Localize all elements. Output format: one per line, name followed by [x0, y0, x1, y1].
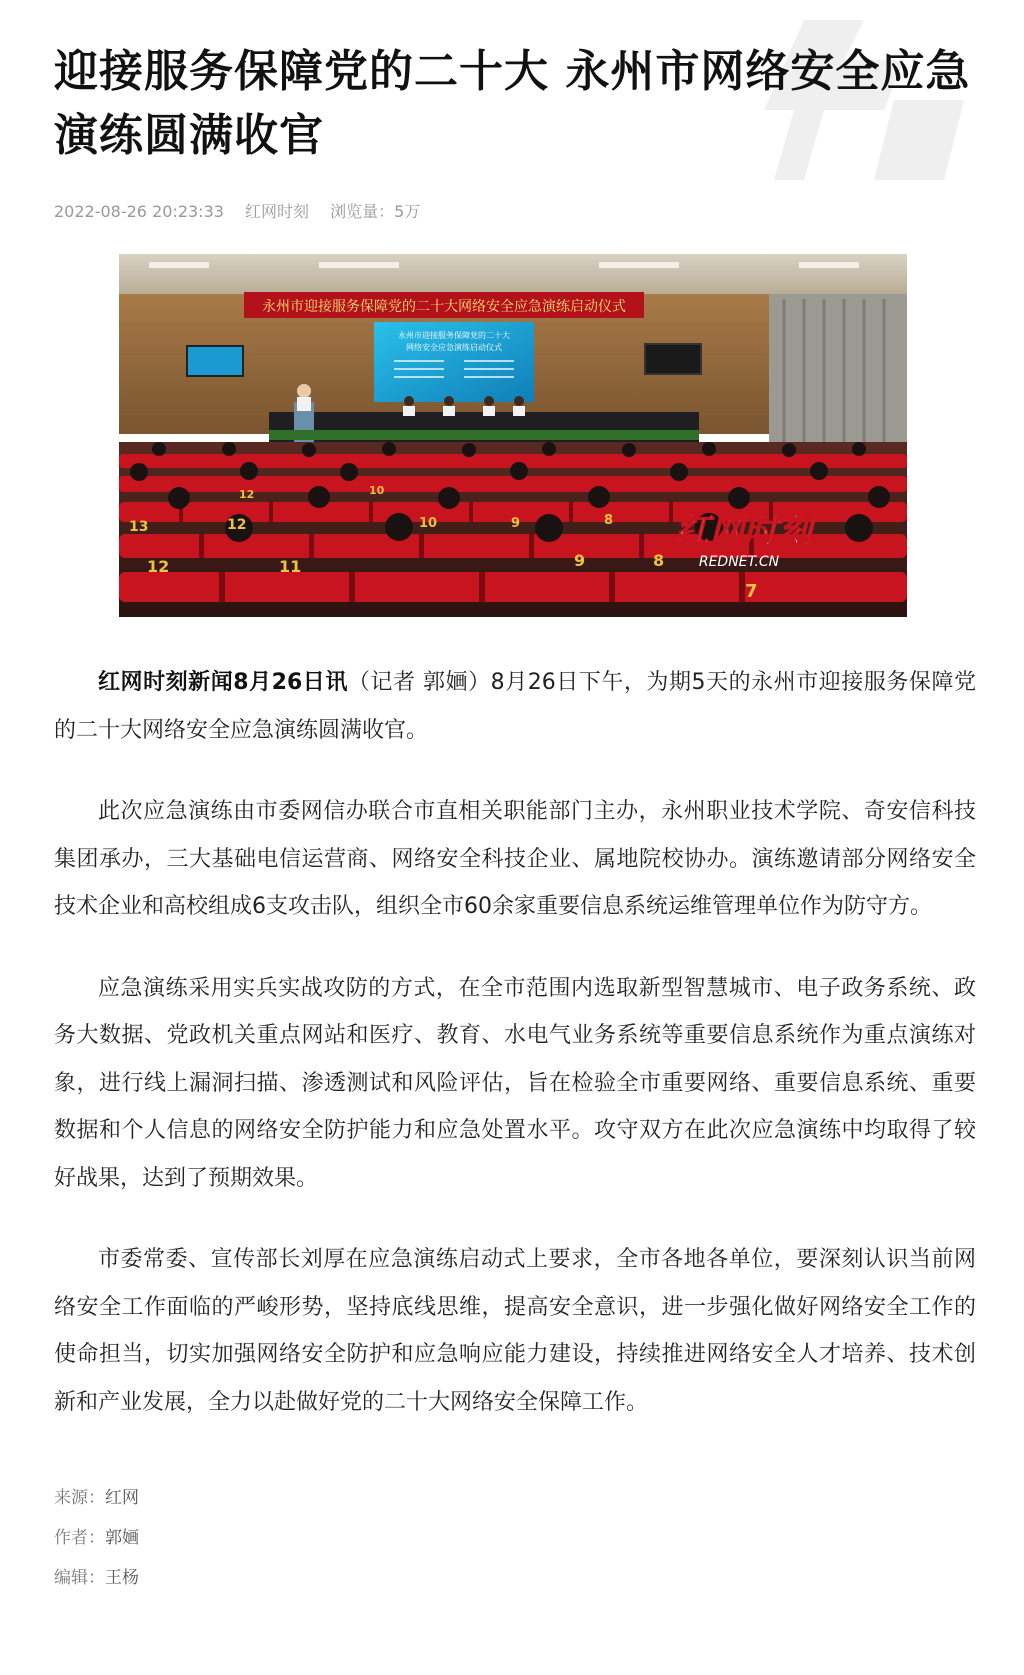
lead-dateline: 红网时刻新闻8月26日讯: [98, 670, 348, 695]
credit-author: [54, 1518, 976, 1558]
lead-paragraph: [54, 659, 976, 754]
seat-number: 12: [147, 557, 170, 576]
seat-number: 8: [604, 513, 614, 528]
article-meta: [54, 200, 976, 224]
credit-editor-label: 编辑：: [54, 1568, 105, 1588]
seat-number: 12: [227, 517, 247, 533]
lead-text: （记者 郭婳）8月26日下午，为期5天的永州市迎接服务保障党的二十大网络安全应急演练圆满收官。: [54, 670, 976, 743]
conference-photo-illustration: [119, 254, 907, 617]
view-count-label: 浏览量：: [330, 202, 395, 221]
seat-number: 10: [369, 484, 385, 497]
article-credits: [54, 1478, 976, 1598]
article-body: [54, 659, 976, 1426]
seat-number: 13: [129, 519, 149, 535]
credit-editor-value: 王杨: [105, 1568, 139, 1588]
publish-datetime: 2022-08-26 20:23:33: [54, 202, 224, 221]
seat-number: 11: [279, 557, 302, 576]
view-count: [330, 202, 420, 221]
body-paragraph: 应急演练采用实兵实战攻防的方式，在全市范围内选取新型智慧城市、电子政务系统、政务大数据、党政机关重点网站和医疗、教育、水电气业务系统等重要信息系统作为重点演练对象，进行线上漏洞扫描、渗透测试和风险评估，旨在检验全市重要网络、重要信息系统、重要数据和个人信息的网络安全防护能力和应急处置水平。攻守双方在此次应急演练中均取得了较好战果，达到了预期效果。: [54, 975, 976, 1191]
article: [54, 0, 976, 1598]
article-source-link[interactable]: 红网时刻: [245, 202, 310, 221]
photo-logo-subtext: REDNET.CN: [698, 554, 780, 570]
credit-author-value: 郭婳: [105, 1528, 139, 1548]
article-photo: [119, 254, 907, 617]
photo-banner-text: 永州市迎接服务保障党的二十大网络安全应急演练启动仪式: [262, 299, 626, 315]
credit-source-label: 来源：: [54, 1488, 105, 1508]
view-count-value: 5万: [394, 202, 421, 221]
seat-number: 8: [653, 551, 665, 570]
credit-source-value: 红网: [105, 1488, 139, 1508]
photo-screen-line2: 网络安全应急演练启动仪式: [406, 343, 502, 352]
seat-number: 9: [511, 516, 521, 531]
credit-author-label: 作者：: [54, 1528, 105, 1548]
credit-editor: [54, 1558, 976, 1598]
photo-screen-line1: 永州市迎接服务保障党的二十大: [398, 331, 510, 340]
photo-logo-text: 红网时刻: [676, 511, 812, 551]
seat-number: 12: [239, 488, 255, 501]
seat-number: 9: [574, 551, 586, 570]
body-paragraph: 此次应急演练由市委网信办联合市直相关职能部门主办，永州职业技术学院、奇安信科技集团承办，三大基础电信运营商、网络安全科技企业、属地院校协办。演练邀请部分网络安全技术企业和高校组成6支攻击队，组织全市60余家重要信息系统运维管理单位作为防守方。: [54, 799, 976, 919]
body-paragraph: 市委常委、宣传部长刘厚在应急演练启动式上要求，全市各地各单位，要深刻认识当前网络安全工作面临的严峻形势，坚持底线思维，提高安全意识，进一步强化做好网络安全工作的使命担当，切实加强网络安全防护和应急响应能力建设，持续推进网络安全人才培养、技术创新和产业发展，全力以赴做好党的二十大网络安全保障工作。: [54, 1247, 976, 1415]
seat-number: 7: [745, 581, 758, 602]
seat-number: 10: [419, 516, 438, 531]
credit-source: [54, 1478, 976, 1518]
article-title: 迎接服务保障党的二十大 永州市网络安全应急演练圆满收官: [54, 46, 971, 161]
